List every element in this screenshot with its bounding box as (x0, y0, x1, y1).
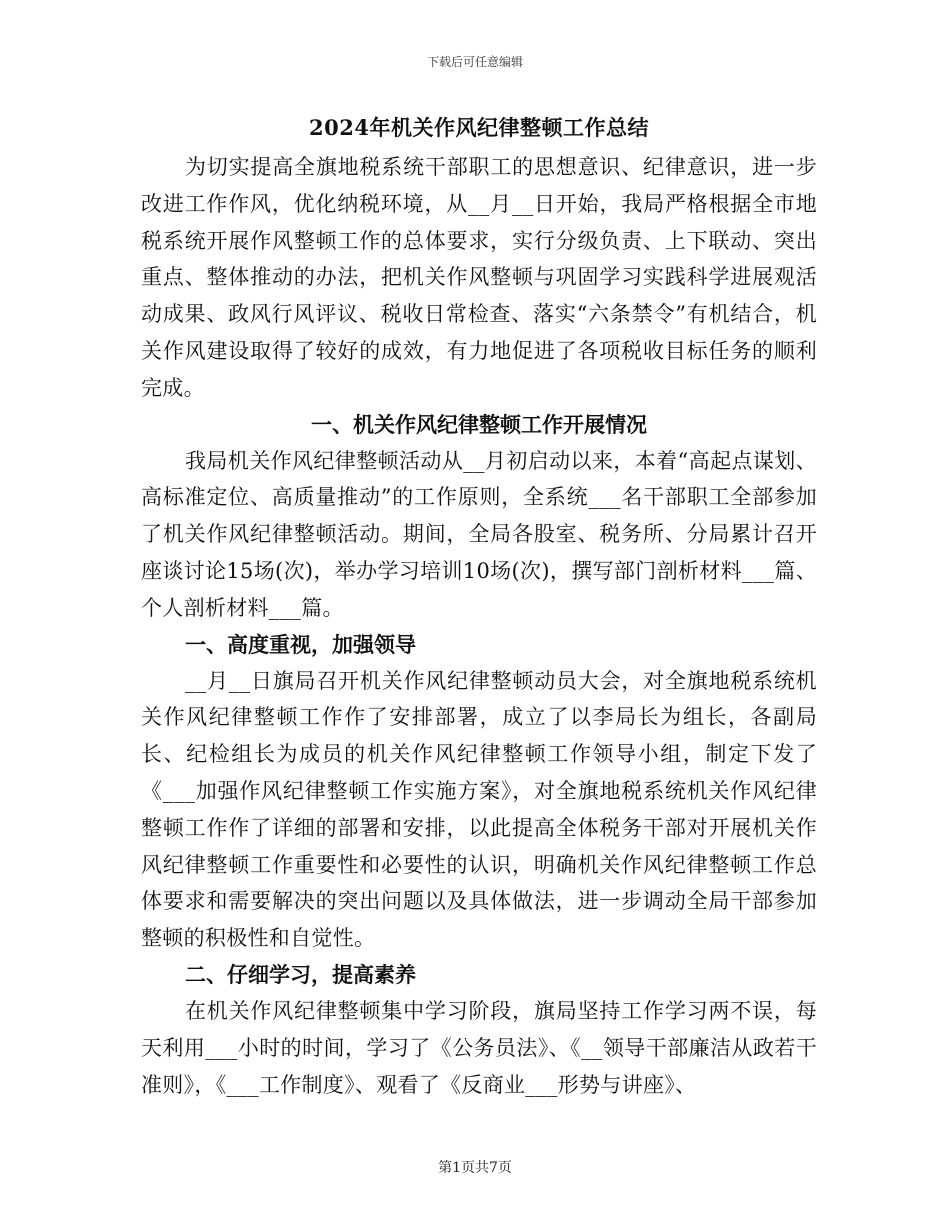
subsection-heading-2: 二、仔细学习，提高素养 (185, 961, 416, 987)
intro-paragraph: 为切实提高全旗地税系统干部职工的思想意识、纪律意识，进一步改进工作作风，优化纳税环境，从__月__日开始，我局严格根据全市地税系统开展作风整顿工作的总体要求，实行分级负责、上下联动、突出重点、整体推动的办法，把机关作风整顿与巩固学习实践科学进展观活动成果、政风行风评议、税收日常检查、落实“六条禁令”有机结合，机关作风建设取得了较好的成效，有力地促进了各项税收目标任务的顺利完成。 (141, 155, 817, 400)
document-title: 2024年机关作风纪律整顿工作总结 (309, 115, 649, 140)
page-header-note: 下载后可任意编辑 (426, 55, 523, 69)
section-paragraph: 我局机关作风纪律整顿活动从__月初启动以来，本着“高起点谋划、高标准定位、高质量推动”的工作原则，全系统___名干部职工全部参加了机关作风纪律整顿活动。期间，全局各股室、税务所、分局累计召开座谈讨论15场(次)，举办学习培训10场(次)，撰写部门剖析材料___篇、个人剖析材料___篇。 (141, 448, 817, 620)
page-number: 第1页共7页 (438, 1160, 512, 1176)
subsection-paragraph-1: __月__日旗局召开机关作风纪律整顿动员大会，对全旗地税系统机关作风纪律整顿工作作了安排部署，成立了以李局长为组长，各副局长、纪检组长为成员的机关作风纪律整顿工作领导小组，制定下发了《___加强作风纪律整顿工作实施方案》，对全旗地税系统机关作风纪律整顿工作作了详细的部署和安排，以此提高全体税务干部对开展机关作风纪律整顿工作重要性和必要性的认识，明确机关作风纪律整顿工作总体要求和需要解决的突出问题以及具体做法，进一步调动全局干部参加整顿的积极性和自觉性。 (141, 668, 817, 951)
section-heading: 一、机关作风纪律整顿工作开展情况 (311, 411, 647, 437)
document-body (141, 111, 817, 1103)
subsection-paragraph-2: 在机关作风纪律整顿集中学习阶段，旗局坚持工作学习两不误，每天利用___小时的时间，学习了《公务员法》、《__领导干部廉洁从政若干准则》，《___工作制度》、观看了《反商业___形势与讲座》、 (141, 998, 817, 1097)
subsection-heading-1: 一、高度重视，加强领导 (185, 631, 416, 657)
